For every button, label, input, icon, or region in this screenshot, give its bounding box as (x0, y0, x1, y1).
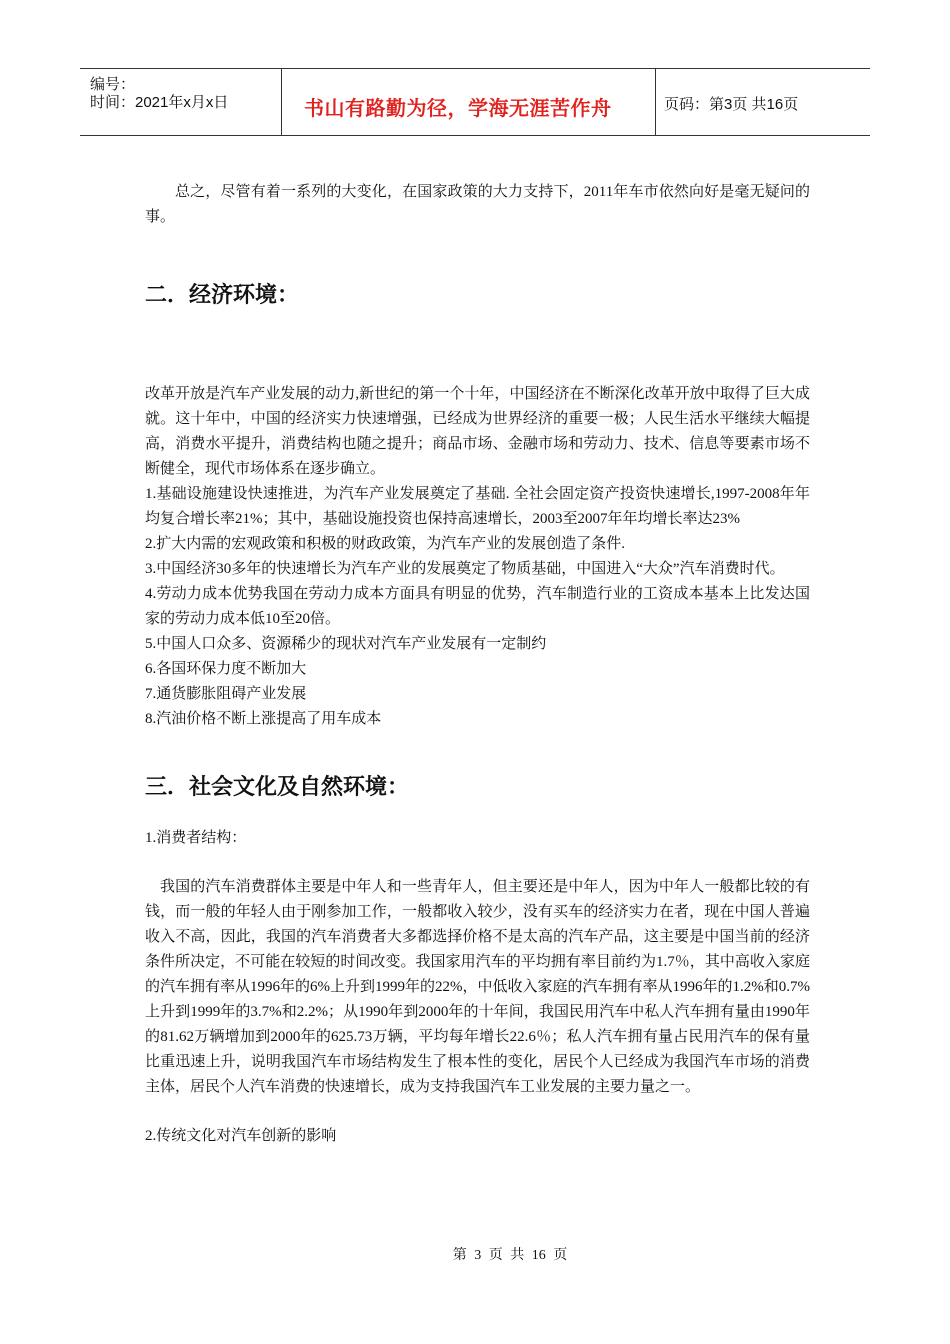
header-motto-cell (282, 69, 656, 135)
section-3-heading: 三．社会文化及自然环境： (145, 774, 410, 799)
section-2-paragraph: 改革开放是汽车产业发展的动力,新世纪的第一个十年，中国经济在不断深化改革开放中取得了巨大成就。这十年中，中国的经济实力快速增强，已经成为世界经济的重要一极；人民生活水平继续大幅提高，消费水平提升，消费结构也随之提升；商品市场、金融市场和劳动力、技术、信息等要素市场不断健全，现代市场体系在逐步确立。 (145, 386, 810, 477)
list-item: 3.中国经济30多年的快速增长为汽车产业的发展奠定了物质基础，中国进入“大众”汽车消费时代。 (145, 561, 785, 577)
header-motto: 书山有路勤为径，学海无涯苦作舟 (304, 98, 612, 120)
list-item: 6.各国环保力度不断加大 (145, 661, 307, 677)
header-page-label: 页码：第3页 共16页 (664, 96, 799, 113)
list-item: 8.汽油价格不断上涨提高了用车成本 (145, 711, 382, 727)
section-2-heading: 二．经济环境： (145, 282, 300, 307)
list-item: 2.扩大内需的宏观政策和积极的财政政策，为汽车产业的发展创造了条件. (145, 536, 626, 552)
list-item: 4.劳动力成本优势我国在劳动力成本方面具有明显的优势，汽车制造行业的工资成本基本上比发达国家的劳动力成本低10至20倍。 (145, 586, 810, 627)
section-3-subheading-2: 2.传统文化对汽车创新的影响 (145, 1128, 337, 1144)
list-item: 5.中国人口众多、资源稀少的现状对汽车产业发展有一定制约 (145, 636, 547, 652)
page-header (80, 68, 870, 136)
section-3-subheading-1: 1.消费者结构： (145, 830, 247, 846)
header-number-label: 编号： (90, 76, 136, 93)
header-page-cell (656, 69, 870, 135)
section-3-paragraph: 我国的汽车消费群体主要是中年人和一些青年人，但主要还是中年人，因为中年人一般都比较的有钱，而一般的年轻人由于刚参加工作，一般都收入较少，没有买车的经济实力在者，现在中国人普遍收入不高，因此，我国的汽车消费者大多都选择价格不是太高的汽车产品，这主要是中国当前的经济条件所决定，不可能在较短的时间改变。我国家用汽车的平均拥有率目前约为1.7％，其中高收入家庭的汽车拥有率从1996年的6%上升到1999年的22%，中低收入家庭的汽车拥有率从1996年的1.2%和0.7%上升到1999年的3.7%和2.2%；从1990年到2000年的十年间，我国民用汽车中私人汽车拥有量由1990年的81.62万辆增加到2000年的625.73万辆，平均每年增长22.6％；私人汽车拥有量占民用汽车的保有量比重迅速上升，说明我国汽车市场结构发生了根本性的变化，居民个人已经成为我国汽车市场的消费主体，居民个人汽车消费的快速增长，成为支持我国汽车工业发展的主要力量之一。 (145, 879, 810, 1095)
list-item: 7.通货膨胀阻碍产业发展 (145, 686, 307, 702)
header-time-label: 时间：2021年x月x日 (90, 94, 229, 111)
intro-paragraph: 总之，尽管有着一系列的大变化，在国家政策的大力支持下，2011年车市依然向好是毫无疑问的事。 (145, 184, 810, 225)
list-item: 1.基础设施建设快速推进，为汽车产业发展奠定了基础. 全社会固定资产投资快速增长,1997-2008年年均复合增长率21%；其中，基础设施投资也保持高速增长，2003至2007年年均增长率达23% (145, 486, 810, 527)
header-meta-cell (80, 69, 282, 135)
document-body (145, 180, 810, 1149)
page-footer: 第 3 页 共 16 页 (452, 1248, 568, 1263)
